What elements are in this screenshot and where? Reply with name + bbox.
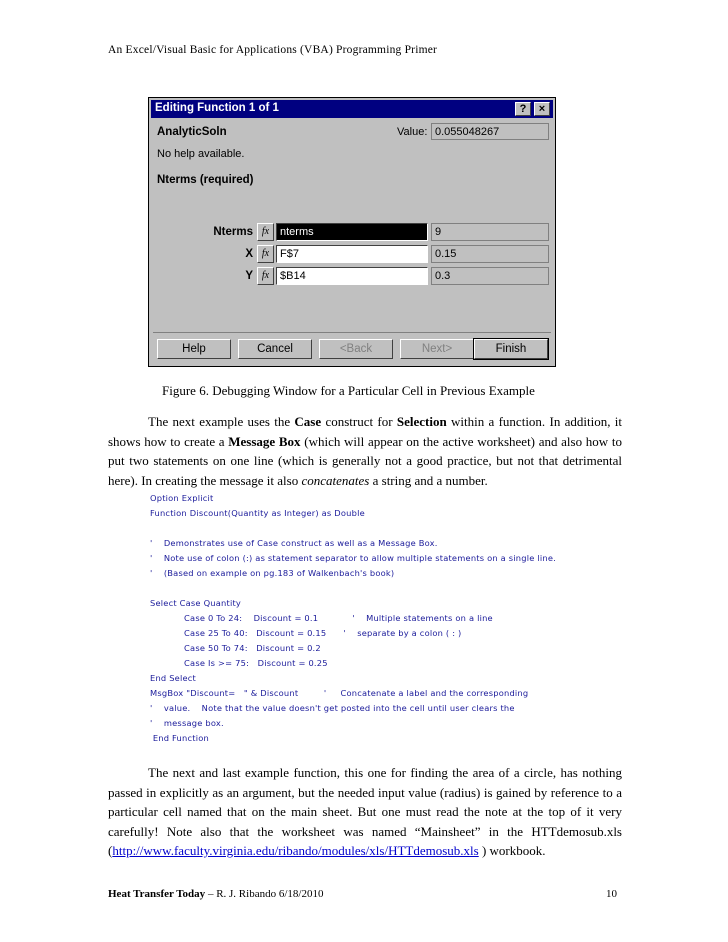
para-text: (which will appear on the active worksheet) and also how to put two statements on one line (which is generally not a good practice, but not that detrimental here). In creating the message it also <box>108 433 622 488</box>
close-icon[interactable]: × <box>534 102 550 116</box>
fx-icon[interactable]: fx <box>257 267 274 285</box>
footer-title: Heat Transfer Today <box>108 888 206 900</box>
arg-value: 0.3 <box>431 267 549 285</box>
value-label: Value: <box>397 126 428 138</box>
para-bold: Selection <box>396 414 447 429</box>
para-bold: Message Box <box>228 433 301 449</box>
code-line: Case Is >= 75: Discount = 0.25 <box>150 658 328 668</box>
arg-label: Nterms <box>213 226 253 238</box>
code-line: ' message box. <box>150 718 224 728</box>
arg-row-y <box>149 267 555 287</box>
next-button[interactable]: Next> <box>400 339 474 359</box>
dialog-title: Editing Function 1 of 1 <box>155 102 279 114</box>
fx-icon[interactable]: fx <box>257 245 274 263</box>
para-italic: concatenates <box>301 472 370 488</box>
paragraph-case-construct <box>108 412 622 490</box>
para-text: The next and last example function, this one for finding the area of a circle, has nothing passed in explicitly as an argument, but the needed input value (radius) is gained by reference to a particular cell named that on the main sheet. But one must read the note at the top of it very carefully! Note also that the worksheet was named “Mainsheet” in the HTTdemosub.xls ( <box>108 765 622 858</box>
page-number: 10 <box>606 888 617 900</box>
arg-row-x <box>149 245 555 265</box>
code-line: ' Note use of colon (:) as statement separator to allow multiple statements on a single line. <box>150 553 556 563</box>
dialog-titlebar <box>151 100 553 118</box>
para-text: ) workbook. <box>478 843 546 858</box>
arg-value: 0.15 <box>431 245 549 263</box>
editing-function-dialog <box>148 97 556 367</box>
code-line: Case 25 To 40: Discount = 0.15 ' separate by a colon ( : ) <box>150 628 462 638</box>
code-line: ' value. Note that the value doesn't get posted into the cell until user clears the <box>150 703 515 713</box>
help-text: No help available. <box>157 148 245 160</box>
code-line: End Function <box>150 733 209 743</box>
code-line: Case 50 To 74: Discount = 0.2 <box>150 643 321 653</box>
function-value: 0.055048267 <box>431 123 549 140</box>
code-line: Select Case Quantity <box>150 598 242 608</box>
running-header: An Excel/Visual Basic for Applications (VBA) Programming Primer <box>108 44 438 56</box>
arg-label: Y <box>245 270 253 282</box>
arg-row-nterms <box>149 223 555 243</box>
para-text: The next example uses the <box>148 414 295 429</box>
code-line: Case 0 To 24: Discount = 0.1 ' Multiple statements on a line <box>150 613 493 623</box>
dialog-button-strip <box>153 332 551 363</box>
para-text: construct for <box>321 414 397 429</box>
code-line: MsgBox "Discount= " & Discount ' Concatenate a label and the corresponding <box>150 688 529 698</box>
back-button[interactable]: <Back <box>319 339 393 359</box>
nterms-input[interactable]: nterms <box>276 223 428 241</box>
code-line: ' Demonstrates use of Case construct as well as a Message Box. <box>150 538 438 548</box>
y-input[interactable]: $B14 <box>276 267 428 285</box>
paragraph-area-circle <box>108 763 622 861</box>
footer <box>108 888 323 900</box>
argument-required-label: Nterms (required) <box>157 174 254 186</box>
help-icon[interactable]: ? <box>515 102 531 116</box>
workbook-link[interactable]: http://www.faculty.virginia.edu/ribando/modules/xls/HTTdemosub.xls <box>112 843 479 858</box>
code-line: ' (Based on example on pg.183 of Walkenbach's book) <box>150 568 395 578</box>
fx-icon[interactable]: fx <box>257 223 274 241</box>
function-name: AnalyticSoln <box>157 126 227 138</box>
help-button[interactable]: Help <box>157 339 231 359</box>
arg-label: X <box>245 248 253 260</box>
code-line: Option Explicit <box>150 493 214 503</box>
cancel-button[interactable]: Cancel <box>238 339 312 359</box>
figure-caption: Figure 6. Debugging Window for a Particular Cell in Previous Example <box>162 383 535 398</box>
arg-value: 9 <box>431 223 549 241</box>
para-text: a string and a number. <box>369 472 488 488</box>
para-bold: Case <box>294 414 322 429</box>
para-text: within a function. In addition, it shows how to create a <box>108 414 622 449</box>
x-input[interactable]: F$7 <box>276 245 428 263</box>
footer-author-date: – R. J. Ribando 6/18/2010 <box>205 888 324 900</box>
finish-button[interactable]: Finish <box>474 339 548 359</box>
code-line: End Select <box>150 673 197 683</box>
code-line: Function Discount(Quantity as Integer) as Double <box>150 508 365 518</box>
